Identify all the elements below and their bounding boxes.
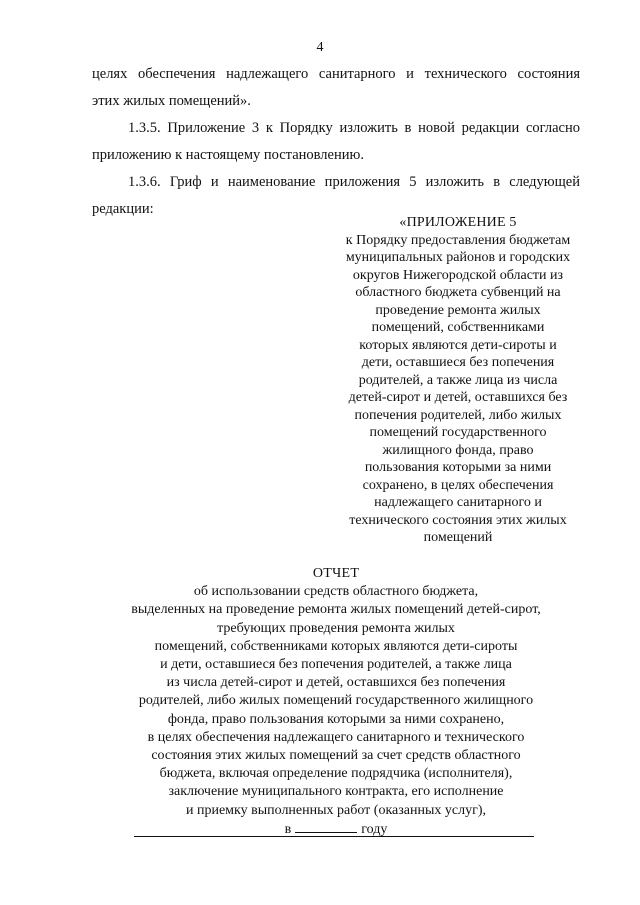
grif-line: которых являются дети-сироты и	[359, 337, 557, 353]
grif-line: жилищного фонда, право	[382, 442, 534, 458]
report-line: из числа детей-сирот и детей, оставшихся без попечения	[166, 675, 506, 691]
report-line: состояния этих жилых помещений за счет средств областного	[151, 748, 521, 764]
grif-line: попечения родителей, либо жилых	[354, 407, 562, 423]
grif-line: надлежащего санитарного и	[374, 495, 542, 510]
year-suffix: году	[361, 821, 388, 837]
paragraph-1-3-6-line-1: 1.3.6. Гриф и наименование приложения 5 изложить в следующей	[128, 174, 580, 190]
bottom-rule	[134, 836, 534, 837]
report-line: в целях обеспечения надлежащего санитарного и технического	[147, 729, 525, 745]
paragraph-1-3-5-line-2: приложению к настоящему постановлению.	[92, 147, 364, 163]
paragraph-1-3-6-line-2: редакции:	[92, 201, 154, 217]
grif-line: пользования которыми за ними	[364, 460, 552, 475]
report-line: и дети, оставшиеся без попечения родителей, а также лица	[160, 657, 512, 673]
grif-line: сохранено, в целях обеспечения	[362, 477, 554, 493]
continuation-line-2: этих жилых помещений».	[92, 93, 251, 109]
report-title: ОТЧЕТ	[312, 566, 360, 581]
grif-line: родителей, а также лица из числа	[358, 372, 558, 388]
grif-line: детей-сирот и детей, оставшихся без	[348, 390, 568, 405]
paragraph-1-3-5-line-1: 1.3.5. Приложение 3 к Порядку изложить в новой редакции согласно	[128, 120, 580, 136]
report-line: выделенных на проведение ремонта жилых помещений детей-сирот,	[131, 602, 541, 618]
report-line: бюджета, включая определение подрядчика (исполнителя),	[159, 766, 513, 782]
year-prefix: в	[284, 821, 292, 837]
grif-line: муниципальных районов и городских	[345, 250, 571, 265]
grif-line: к Порядку предоставления бюджетам	[345, 232, 571, 248]
body-paragraphs	[92, 61, 580, 223]
grif-line: округов Нижегородской области из	[352, 267, 564, 283]
report-line: родителей, либо жилых помещений государственного жилищного	[138, 693, 534, 709]
report-heading	[92, 565, 580, 839]
grif-line: технического состояния этих жилых	[349, 512, 567, 528]
grif-line: помещений государственного	[369, 425, 547, 440]
year-blank	[295, 820, 357, 833]
report-line: и приемку выполненных работ (оказанных услуг),	[185, 802, 487, 818]
page-number: 4	[316, 40, 324, 55]
report-line: об использовании средств областного бюджета,	[193, 584, 479, 600]
grif-line: помещений, собственниками	[371, 320, 545, 335]
continuation-line-1: целях обеспечения надлежащего санитарного и технического состояния	[92, 66, 580, 82]
report-line: заключение муниципального контракта, его исполнение	[168, 784, 504, 800]
grif-line: помещений	[423, 530, 493, 545]
grif-line: проведение ремонта жилых	[375, 302, 541, 318]
appendix-grif	[330, 214, 586, 547]
report-line: помещений, собственниками которых являются дети-сироты	[154, 638, 518, 654]
grif-line: дети, оставшиеся без попечения	[361, 355, 555, 370]
report-line: фонда, право пользования которыми за ними сохранено,	[167, 711, 505, 727]
grif-line: областного бюджета субвенций на	[355, 285, 561, 300]
report-line: требующих проведения ремонта жилых	[217, 620, 455, 636]
grif-title: «ПРИЛОЖЕНИЕ 5	[399, 215, 517, 230]
